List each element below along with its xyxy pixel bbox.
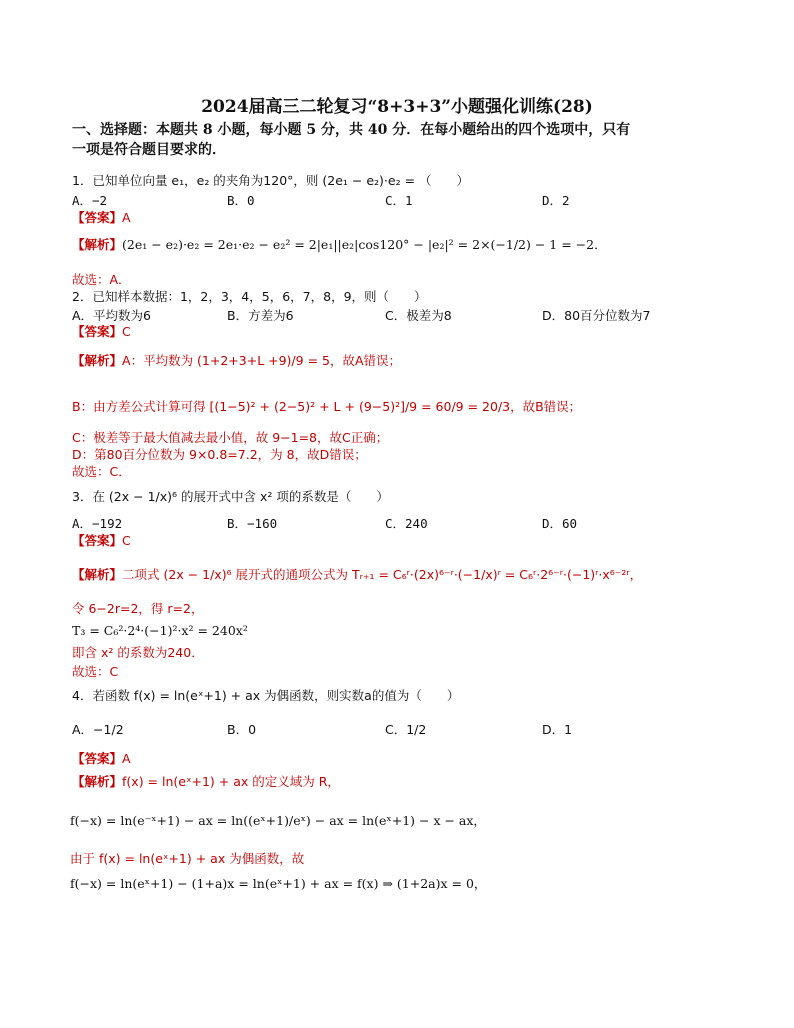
page-title: 2024届高三二轮复习“8+3+3”小题强化训练(28) — [201, 97, 593, 117]
q4-analysis-4: f(−x) = ln(eˣ+1) − (1+a)x = ln(eˣ+1) + ax = f(x) ⇒ (1+2a)x = 0， — [70, 876, 487, 891]
q2-answer-value: C — [122, 324, 131, 339]
q2-option-d: D．80百分位数为7 — [542, 308, 651, 323]
q4-answer-value: A — [122, 751, 131, 766]
q3-option-d: D．60 — [542, 516, 578, 531]
q4-analysis-1 — [72, 773, 340, 791]
q3-analysis-4: 即含 x² 的系数为240． — [72, 645, 204, 660]
section-heading-line2: 一项是符合题目要求的． — [72, 142, 226, 158]
q2-option-b: B．方差为6 — [227, 308, 294, 323]
analysis-tag: 【解析】 — [72, 774, 123, 789]
q3-analysis-2: 令 6−2r=2，得 r=2， — [72, 601, 204, 616]
q3-analysis-1-text: 二项式 (2x − 1/x)⁶ 展开式的通项公式为 Tᵣ₊₁ = C₆ʳ·(2x)⁶⁻ʳ·(−1/x)ʳ = C₆ʳ·2⁶⁻ʳ·(−1)ʳ·x⁶⁻²ʳ， — [122, 567, 643, 582]
q3-analysis-3: T₃ = C₆²·2⁴·(−1)²·x² = 240x² — [72, 623, 248, 638]
analysis-tag: 【解析】 — [72, 567, 123, 582]
q2-option-a: A．平均数为6 — [72, 308, 152, 323]
q2-stem: 2．已知样本数据：1，2，3，4，5，6，7，8，9，则（ ） — [72, 289, 427, 304]
q4-analysis-1-text: f(x) = ln(eˣ+1) + ax 的定义域为 R， — [122, 774, 340, 789]
analysis-tag: 【解析】 — [72, 353, 123, 368]
q1-option-a: A．−2 — [72, 193, 108, 208]
q4-option-a: A．−1/2 — [72, 722, 124, 737]
q2-answer — [72, 323, 131, 341]
section-heading-line1: 一、选择题：本题共 8 小题，每小题 5 分，共 40 分．在每小题给出的四个选项中，只有 — [72, 122, 631, 138]
q2-analysis-a-text: A：平均数为 (1+2+3+L +9)/9 = 5，故A错误； — [122, 353, 402, 368]
q3-option-c: C．240 — [385, 516, 428, 531]
q1-option-c: C．1 — [385, 193, 413, 208]
q3-option-b: B．−160 — [227, 516, 278, 531]
q3-analysis-1 — [72, 566, 642, 584]
q1-answer-value: A — [122, 210, 131, 225]
q3-answer-value: C — [122, 533, 131, 548]
q2-analysis-c: C：极差等于最大值减去最小值，故 9−1=8，故C正确； — [72, 430, 389, 445]
q1-analysis — [72, 236, 607, 254]
q3-conclusion: 故选：C — [72, 664, 119, 679]
q2-analysis-a — [72, 352, 401, 370]
analysis-tag: 【解析】 — [72, 237, 123, 252]
q2-analysis-b: B：由方差公式计算可得 [(1−5)² + (2−5)² + L + (9−5)²]/9 = 60/9 = 20/3，故B错误； — [72, 399, 582, 414]
q1-option-b: B．0 — [227, 193, 255, 208]
q4-analysis-3: 由于 f(x) = ln(eˣ+1) + ax 为偶函数，故 — [70, 851, 305, 866]
q1-answer — [72, 209, 131, 227]
q2-option-c: C．极差为8 — [385, 308, 452, 323]
answer-tag: 【答案】 — [72, 533, 123, 548]
q4-answer — [72, 750, 131, 768]
q1-stem: 1．已知单位向量 e₁，e₂ 的夹角为120°，则 (2e₁ − e₂)·e₂ = （ ） — [72, 173, 470, 188]
q2-analysis-d: D：第80百分位数为 9×0.8=7.2，为 8，故D错误； — [72, 447, 367, 462]
q3-answer — [72, 532, 131, 550]
q4-analysis-2: f(−x) = ln(e⁻ˣ+1) − ax = ln((eˣ+1)/eˣ) − ax = ln(eˣ+1) − x − ax， — [70, 813, 486, 828]
answer-tag: 【答案】 — [72, 324, 123, 339]
q1-analysis-text: (2e₁ − e₂)·e₂ = 2e₁·e₂ − e₂² = 2|e₁||e₂|cos120° − |e₂|² = 2×(−1/2) − 1 = −2． — [122, 237, 607, 252]
answer-tag: 【答案】 — [72, 751, 123, 766]
q4-option-c: C．1/2 — [385, 722, 427, 737]
q1-option-d: D．2 — [542, 193, 570, 208]
q2-conclusion: 故选：C． — [72, 464, 131, 479]
q3-stem: 3．在 (2x − 1/x)⁶ 的展开式中含 x² 项的系数是（ ） — [72, 489, 389, 504]
q4-option-d: D．1 — [542, 722, 573, 737]
q1-conclusion: 故选：A． — [72, 272, 131, 287]
answer-tag: 【答案】 — [72, 210, 123, 225]
q4-stem: 4．若函数 f(x) = ln(eˣ+1) + ax 为偶函数，则实数a的值为（ ） — [72, 688, 460, 703]
q4-option-b: B．0 — [227, 722, 257, 737]
q3-option-a: A．−192 — [72, 516, 123, 531]
